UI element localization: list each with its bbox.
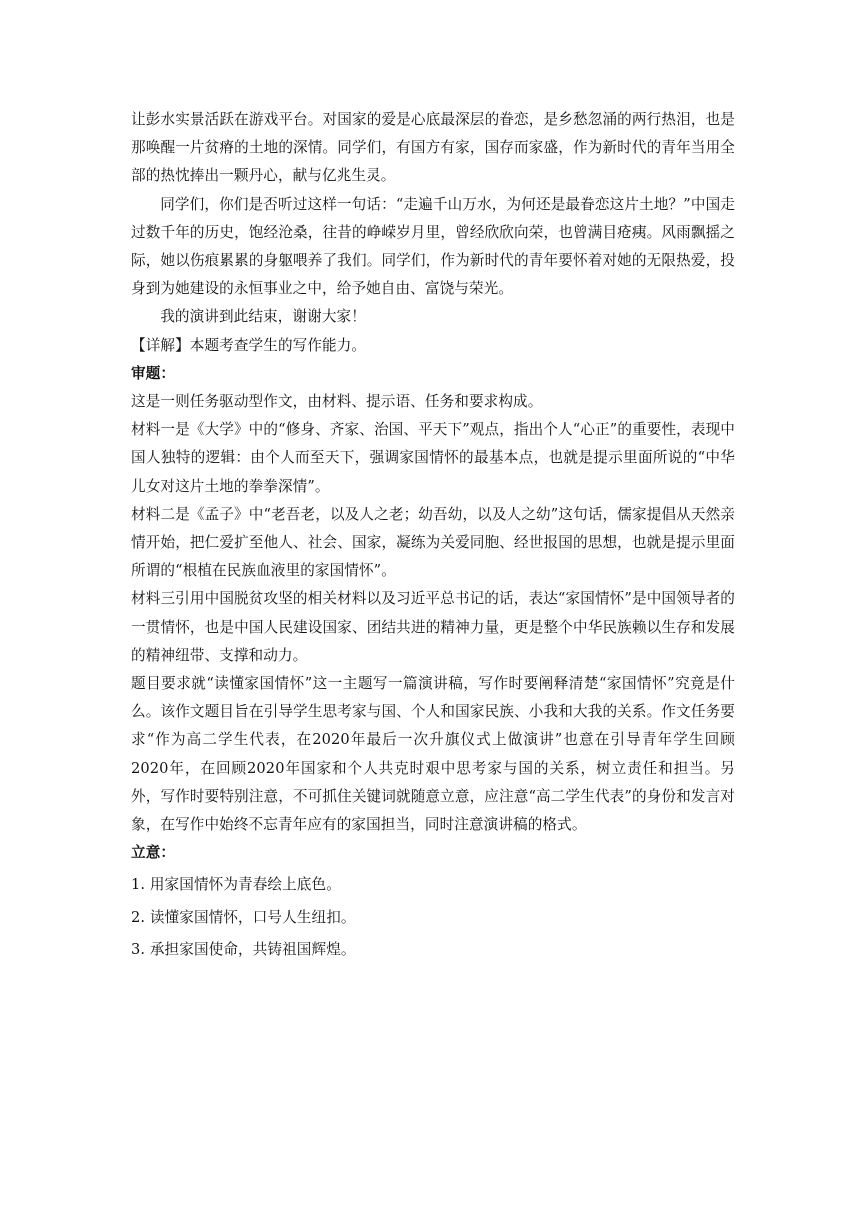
review-heading: 审题： [131,364,176,382]
review-paragraph-3: 材料二是《孟子》中“老吾老，以及人之老；幼吾幼，以及人之幼”这句话，儒家提倡从天然亲情开始，把仁爱扩至他人、社会、国家，凝练为关爱同胞、经世报国的思想，也就是提示里面所谓的“根植在民族血液里的家国情怀”。 [131,505,735,580]
speech-paragraph-2: 同学们，你们是否听过这样一句话：“走遍千山万水，为何还是最眷恋这片土地？”中国走过数千年的历史，饱经沧桑，往昔的峥嵘岁月里，曾经欣欣向荣，也曾满目疮痍。风雨飘摇之际，她以伤痕累累的身躯喂养了我们。同学们，作为新时代的青年要怀着对她的无限热爱，投身到为她建设的永恒事业之中，给予她自由、富饶与荣光。 [131,195,735,298]
review-paragraph-5: 题目要求就“读懂家国情怀”这一主题写一篇演讲稿，写作时要阐释清楚“家国情怀”究竟是什么。该作文题目旨在引导学生思考家与国、个人和国家民族、小我和大我的关系。作文任务要求“作为高二学生代表，在2020年最后一次升旗仪式上做演讲”也意在引导青年学生回顾2020年，在回顾2020年国家和个人共克时艰中思考家与国的关系，树立责任和担当。另外，写作时要特别注意，不可抓住关键词就随意立意，应注意“高二学生代表”的身份和发言对象，在写作中始终不忘青年应有的家国担当，同时注意演讲稿的格式。 [131,675,735,834]
speech-paragraph-1: 让彭水实景活跃在游戏平台。对国家的爱是心底最深层的眷恋，是乡愁忽涌的两行热泪，也是那唤醒一片贫瘠的土地的深情。同学们，有国方有家，国存而家盛，作为新时代的青年当用全部的热忱捧出一颗丹心，献与亿兆生灵。 [131,111,735,185]
theme-item-2: 2. 读懂家国情怀，口号人生纽扣。 [131,908,356,926]
analysis-detail: 【详解】本题考查学生的写作能力。 [131,336,367,354]
speech-closing: 我的演讲到此结束，谢谢大家！ [160,308,366,326]
review-paragraph-4: 材料三引用中国脱贫攻坚的相关材料以及习近平总书记的话，表达“家国情怀”是中国领导者的一贯情怀，也是中国人民建设国家、团结共进的精神力量，更是整个中华民族赖以生存和发展的精神纽带、支撑和动力。 [131,590,735,664]
review-paragraph-1: 这是一则任务驱动型作文，由材料、提示语、任务和要求构成。 [131,393,543,411]
document-content [131,106,735,964]
review-paragraph-2: 材料一是《大学》中的“修身、齐家、治国、平天下”观点，指出个人“心正”的重要性，表现中国人独特的逻辑：由个人而至天下，强调家国情怀的最基本点，也就是提示里面所说的“中华儿女对这片土地的拳拳深情”。 [131,421,735,495]
theme-item-3: 3. 承担家国使命，共铸祖国辉煌。 [131,940,356,958]
theme-heading: 立意： [131,844,176,862]
theme-item-1: 1. 用家国情怀为青春绘上底色。 [131,876,341,894]
